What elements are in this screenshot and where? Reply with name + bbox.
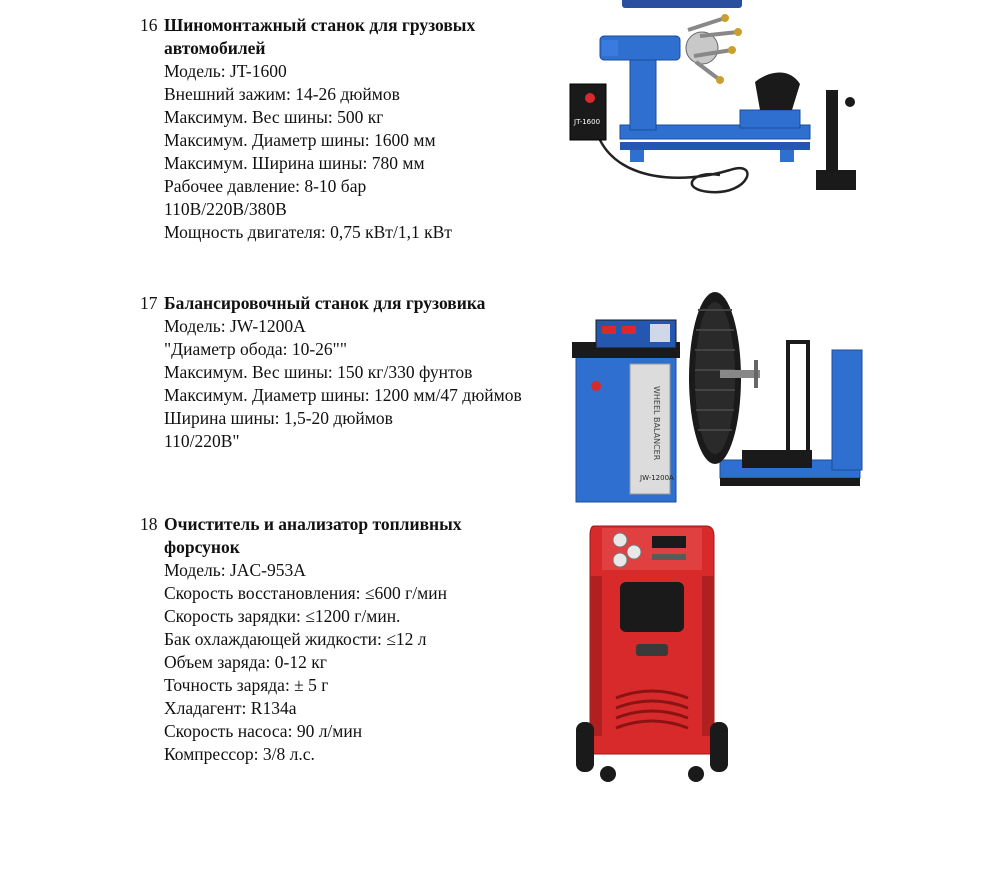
- spec-line: 110/220В": [164, 431, 240, 451]
- ac-recovery-machine-image: [572, 518, 742, 788]
- spec-line: Рабочее давление: 8-10 бар: [164, 176, 367, 196]
- spec-line: 110В/220В/380В: [164, 199, 287, 219]
- spec-line: Внешний зажим: 14-26 дюймов: [164, 84, 400, 104]
- spec-line: Максимум. Диаметр шины: 1200 мм/47 дюймов: [164, 385, 522, 405]
- spec-line: Объем заряда: 0-12 кг: [164, 652, 327, 672]
- spec-line: Бак охлаждающей жидкости: ≤12 л: [164, 629, 427, 649]
- item-number: 16: [140, 15, 158, 35]
- spec-line: "Диаметр обода: 10-26"": [164, 339, 347, 359]
- spec-line: Максимум. Диаметр шины: 1600 мм: [164, 130, 436, 150]
- spec-line: Мощность двигателя: 0,75 кВт/1,1 кВт: [164, 222, 452, 242]
- spec-line: Максимум. Вес шины: 150 кг/330 фунтов: [164, 362, 473, 382]
- spec-line: Максимум. Вес шины: 500 кг: [164, 107, 384, 127]
- spec-line: Модель: JAC-953A: [164, 560, 306, 580]
- machine-side-label: WHEEL BALANCER: [652, 386, 661, 461]
- spec-line: Модель: JT-1600: [164, 61, 287, 81]
- spec-line: Точность заряда: ± 5 г: [164, 675, 329, 695]
- spec-line: Скорость восстановления: ≤600 г/мин: [164, 583, 447, 603]
- spec-line: Ширина шины: 1,5-20 дюймов: [164, 408, 393, 428]
- item-title: Шиномонтажный станок для грузовых автомобилей: [164, 15, 476, 58]
- spec-line: Модель: JW-1200A: [164, 316, 306, 336]
- machine-model-label: JT-1600: [574, 118, 601, 126]
- spec-line: Хладагент: R134a: [164, 698, 297, 718]
- truck-tire-changer-image: [560, 10, 870, 200]
- spec-line: Скорость зарядки: ≤1200 г/мин.: [164, 606, 401, 626]
- previous-item-image-edge: [622, 0, 742, 8]
- item-title: Балансировочный станок для грузовика: [164, 293, 486, 313]
- spec-line: Скорость насоса: 90 л/мин: [164, 721, 363, 741]
- spec-line: Компрессор: 3/8 л.с.: [164, 744, 315, 764]
- item-number: 18: [140, 514, 158, 534]
- spec-line: Максимум. Ширина шины: 780 мм: [164, 153, 425, 173]
- item-title: Очиститель и анализатор топливных форсунок: [164, 514, 462, 557]
- item-number: 17: [140, 293, 158, 313]
- machine-model-label: JW-1200A: [640, 474, 674, 482]
- truck-wheel-balancer-image: [570, 290, 870, 510]
